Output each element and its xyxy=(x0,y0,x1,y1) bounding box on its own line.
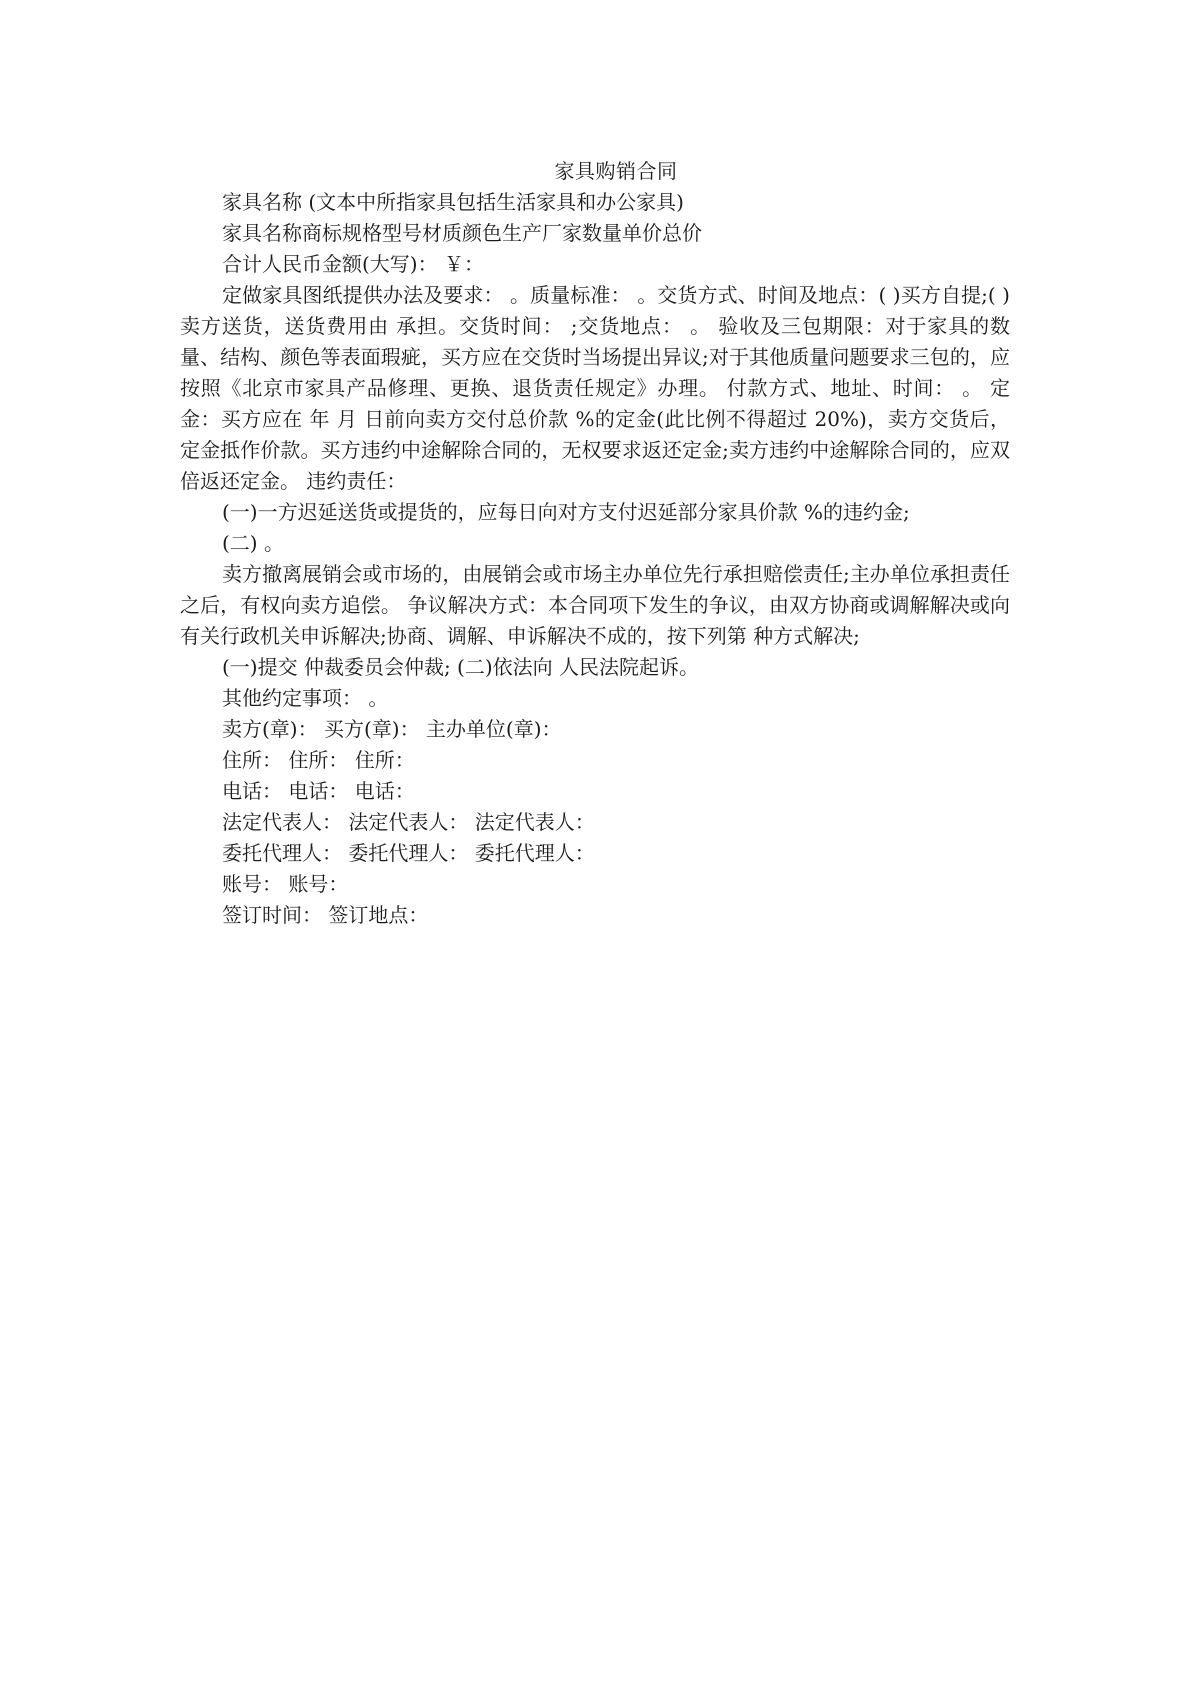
signing-time-place-line: 签订时间： 签订地点： xyxy=(222,903,429,927)
total-amount-line: 合计人民币金额(大写)： ￥： xyxy=(222,252,484,276)
account-line: 账号： 账号： xyxy=(222,872,349,896)
dispute-paragraph: 卖方撤离展销会或市场的，由展销会或市场主办单位先行承担赔偿责任;主办单位承担责任之后，有权向卖方追偿。 争议解决方式：本合同项下发生的争议，由双方协商或调解解决或向有关行政机关申诉解决;协商、调解、申诉解决不成的，按下列第 种方式解决; xyxy=(180,562,1010,648)
authorized-agent-line: 委托代理人： 委托代理人： 委托代理人： xyxy=(222,841,595,865)
terms-paragraph: 定做家具图纸提供办法及要求： 。质量标准： 。交货方式、时间及地点：( )买方自提;( )卖方送货，送货费用由 承担。交货时间： ;交货地点： 。 验收及三包期限：对于家具的数量、结构、颜色等表面瑕疵，买方应在交货时当场提出异议;对于其他质量问题要求三包的，应按照《北京市家具产品修理、更换、退货责任规定》办理。 付款方式、地址、时间： 。 定金：买方应在 年 月 日前向卖方交付总价款 %的定金(此比例不得超过 20%)，卖方交货后，定金抵作价款。买方违约中途解除合同的，无权要求返还定金;卖方违约中途解除合同的，应双倍返还定金。 违约责任： xyxy=(180,283,1010,493)
document-body xyxy=(180,156,1010,931)
document-title: 家具购销合同 xyxy=(554,159,678,183)
legal-representative-line: 法定代表人： 法定代表人： 法定代表人： xyxy=(222,810,595,834)
dispute-options-line: (一)提交 仲裁委员会仲裁; (二)依法向 人民法院起诉。 xyxy=(222,655,700,679)
phone-line: 电话： 电话： 电话： xyxy=(222,779,415,803)
breach-clause-1: (一)一方迟延送货或提货的，应每日向对方支付迟延部分家具价款 %的违约金; xyxy=(222,500,910,524)
furniture-name-note: 家具名称 (文本中所指家具包括生活家具和办公家具) xyxy=(222,190,684,214)
signature-seal-line: 卖方(章)： 买方(章)： 主办单位(章)： xyxy=(222,717,562,741)
breach-clause-2: (二) 。 xyxy=(222,531,284,555)
table-header-line: 家具名称商标规格型号材质颜色生产厂家数量单价总价 xyxy=(222,221,702,245)
other-terms-line: 其他约定事项： 。 xyxy=(222,686,389,710)
address-line: 住所： 住所： 住所： xyxy=(222,748,415,772)
